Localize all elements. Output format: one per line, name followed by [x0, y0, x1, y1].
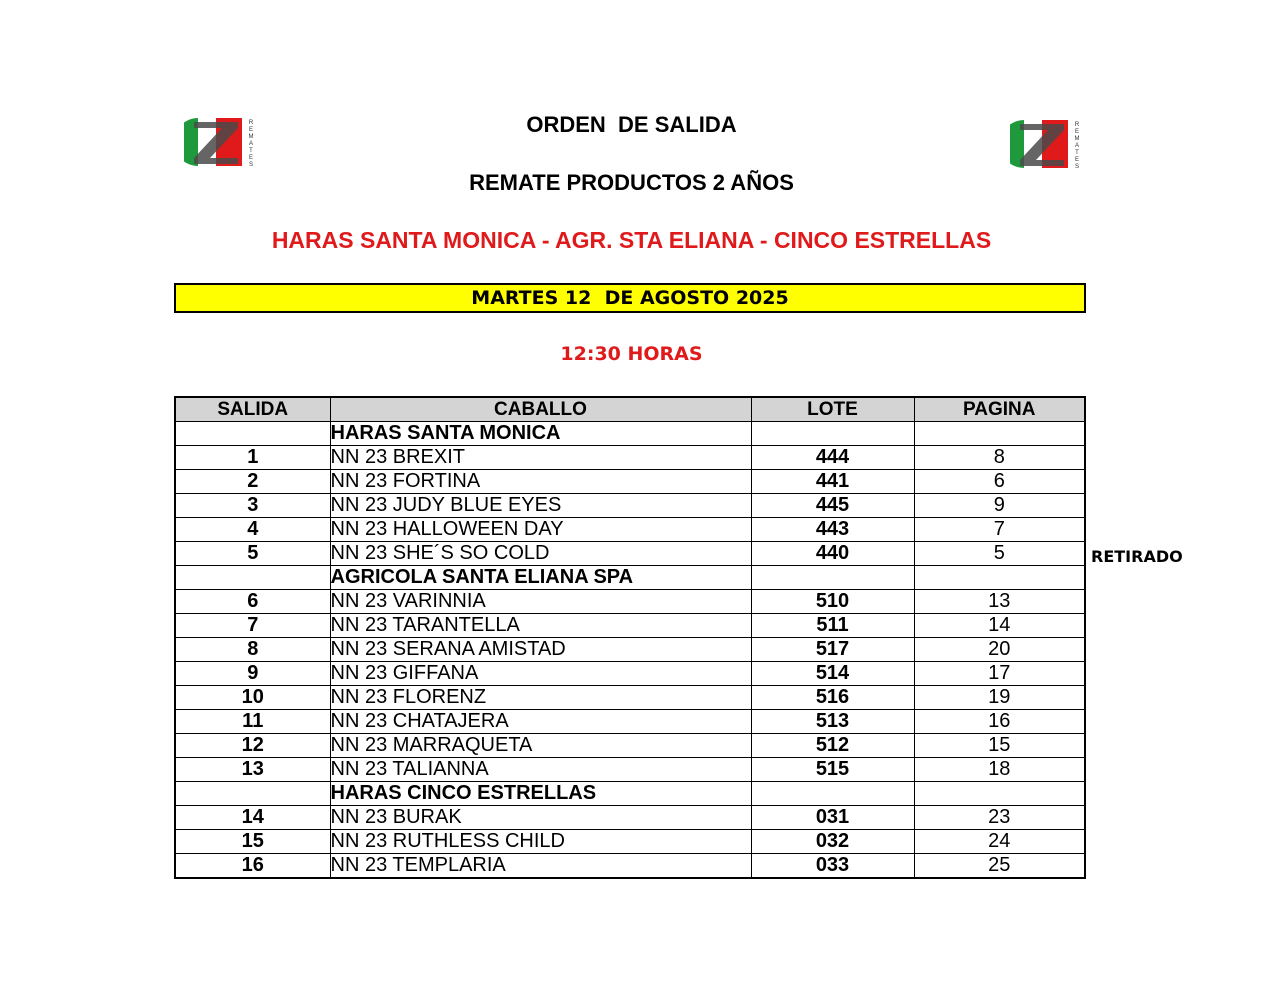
lote-cell: 441 [751, 470, 914, 494]
lote-cell: 514 [751, 662, 914, 686]
caballo-cell: NN 23 BURAK [330, 806, 751, 830]
table-row [175, 806, 1085, 830]
caballo-cell: NN 23 TARANTELLA [330, 614, 751, 638]
lote-cell: 515 [751, 758, 914, 782]
salida-cell: 13 [175, 758, 330, 782]
lote-cell: 516 [751, 686, 914, 710]
pagina-cell: 8 [914, 446, 1085, 470]
lote-cell: 032 [751, 830, 914, 854]
page-title: ORDEN DE SALIDA [526, 112, 737, 137]
lote-cell: 510 [751, 590, 914, 614]
pagina-cell: 25 [914, 854, 1085, 879]
salida-cell: 15 [175, 830, 330, 854]
table-header-row [175, 397, 1085, 422]
table-row [175, 686, 1085, 710]
pagina-cell: 15 [914, 734, 1085, 758]
pagina-cell: 17 [914, 662, 1085, 686]
start-time: 12:30 HORAS [560, 343, 703, 365]
pagina-cell: 14 [914, 614, 1085, 638]
group-name: AGRICOLA SANTA ELIANA SPA [330, 566, 751, 590]
logo-letters: R E M A T E S [248, 120, 254, 168]
date-banner: MARTES 12 DE AGOSTO 2025 [174, 283, 1086, 313]
col-header-lote: LOTE [751, 397, 914, 422]
table-row [175, 758, 1085, 782]
caballo-cell: NN 23 CHATAJERA [330, 710, 751, 734]
empty-cell [914, 566, 1085, 590]
pagina-cell: 20 [914, 638, 1085, 662]
salida-cell: 10 [175, 686, 330, 710]
pagina-cell: 18 [914, 758, 1085, 782]
empty-cell [175, 566, 330, 590]
group-row [175, 422, 1085, 446]
lote-cell: 517 [751, 638, 914, 662]
caballo-cell: NN 23 RUTHLESS CHILD [330, 830, 751, 854]
table-row [175, 734, 1085, 758]
table-row [175, 446, 1085, 470]
caballo-cell: NN 23 BREXIT [330, 446, 751, 470]
salida-cell: 9 [175, 662, 330, 686]
salida-cell: 7 [175, 614, 330, 638]
empty-cell [751, 566, 914, 590]
table-row [175, 854, 1085, 879]
auction-title: REMATE PRODUCTOS 2 AÑOS [469, 170, 794, 195]
lote-cell: 512 [751, 734, 914, 758]
salida-cell: 6 [175, 590, 330, 614]
logo-letters: R E M A T E S [1074, 122, 1080, 170]
salida-cell: 14 [175, 806, 330, 830]
salida-cell: 12 [175, 734, 330, 758]
caballo-cell: NN 23 FLORENZ [330, 686, 751, 710]
table-row [175, 542, 1085, 566]
lote-cell: 443 [751, 518, 914, 542]
table-row [175, 470, 1085, 494]
lote-cell: 031 [751, 806, 914, 830]
pagina-cell: 19 [914, 686, 1085, 710]
caballo-cell: NN 23 TEMPLARIA [330, 854, 751, 879]
lote-cell: 033 [751, 854, 914, 879]
salida-cell: 4 [175, 518, 330, 542]
pagina-cell: 9 [914, 494, 1085, 518]
caballo-cell: NN 23 SERANA AMISTAD [330, 638, 751, 662]
caballo-cell: NN 23 SHE´S SO COLD [330, 542, 751, 566]
pagina-cell: 5 [914, 542, 1085, 566]
table-row [175, 494, 1085, 518]
table-row [175, 638, 1085, 662]
lote-cell: 444 [751, 446, 914, 470]
col-header-pagina: PAGINA [914, 397, 1085, 422]
group-name: HARAS CINCO ESTRELLAS [330, 782, 751, 806]
salida-cell: 5 [175, 542, 330, 566]
salida-cell: 11 [175, 710, 330, 734]
table-row [175, 710, 1085, 734]
empty-cell [914, 422, 1085, 446]
order-table [174, 396, 1086, 879]
withdrawn-note: RETIRADO [1091, 547, 1183, 566]
salida-cell: 2 [175, 470, 330, 494]
pagina-cell: 16 [914, 710, 1085, 734]
caballo-cell: NN 23 GIFFANA [330, 662, 751, 686]
pagina-cell: 7 [914, 518, 1085, 542]
table-row [175, 518, 1085, 542]
empty-cell [914, 782, 1085, 806]
salida-cell: 8 [175, 638, 330, 662]
empty-cell [751, 782, 914, 806]
empty-cell [175, 422, 330, 446]
pagina-cell: 24 [914, 830, 1085, 854]
caballo-cell: NN 23 MARRAQUETA [330, 734, 751, 758]
table-row [175, 590, 1085, 614]
empty-cell [175, 782, 330, 806]
group-row [175, 566, 1085, 590]
table-row [175, 614, 1085, 638]
caballo-cell: NN 23 VARINNIA [330, 590, 751, 614]
group-name: HARAS SANTA MONICA [330, 422, 751, 446]
group-row [175, 782, 1085, 806]
table-row [175, 662, 1085, 686]
lote-cell: 440 [751, 542, 914, 566]
col-header-salida: SALIDA [175, 397, 330, 422]
salida-cell: 1 [175, 446, 330, 470]
pagina-cell: 23 [914, 806, 1085, 830]
col-header-caballo: CABALLO [330, 397, 751, 422]
lote-cell: 445 [751, 494, 914, 518]
pagina-cell: 13 [914, 590, 1085, 614]
lote-cell: 513 [751, 710, 914, 734]
table-row [175, 830, 1085, 854]
pagina-cell: 6 [914, 470, 1085, 494]
salida-cell: 3 [175, 494, 330, 518]
salida-cell: 16 [175, 854, 330, 879]
table-body [175, 422, 1085, 879]
caballo-cell: NN 23 TALIANNA [330, 758, 751, 782]
haras-subtitle: HARAS SANTA MONICA - AGR. STA ELIANA - CINCO ESTRELLAS [271, 227, 992, 253]
caballo-cell: NN 23 FORTINA [330, 470, 751, 494]
caballo-cell: NN 23 JUDY BLUE EYES [330, 494, 751, 518]
caballo-cell: NN 23 HALLOWEEN DAY [330, 518, 751, 542]
empty-cell [751, 422, 914, 446]
lote-cell: 511 [751, 614, 914, 638]
